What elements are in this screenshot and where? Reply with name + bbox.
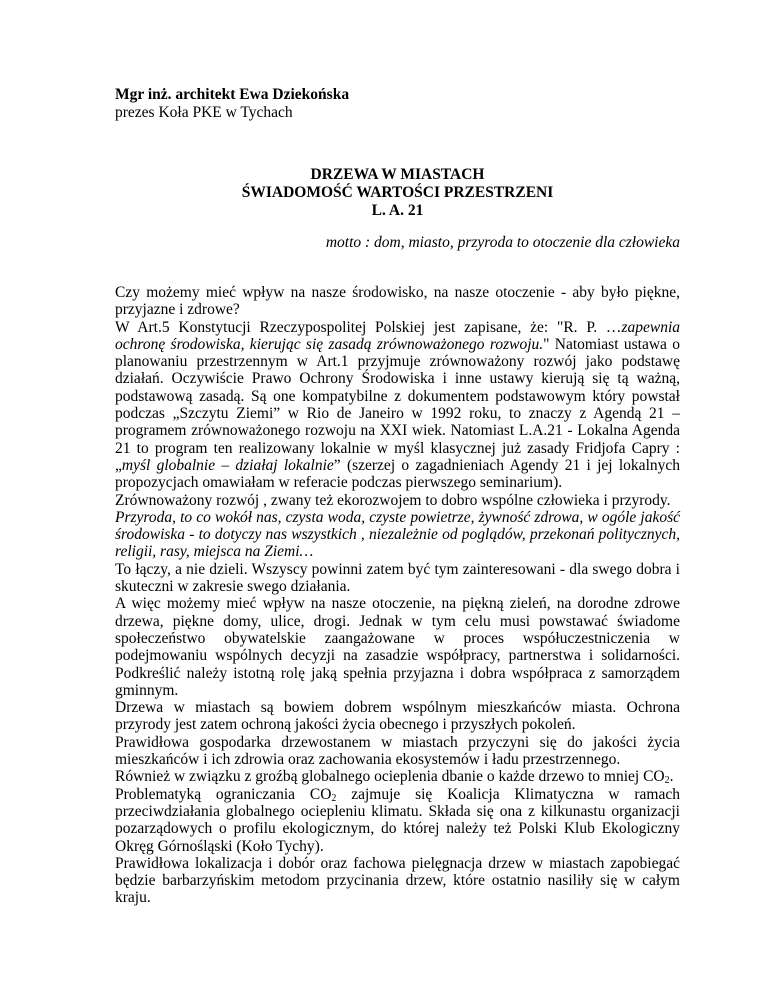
paragraph: Problematyką ograniczania $CO_2$ zajmuje się Koalicja Klimatyczna w ramach przeciwdziałania globalnego ociepleniu klimatu. Składa się ona z kilkunastu organizacji pozarządowych o profilu ekologicznym, do której należy też Polski Klub Ekologiczny Okręg Górnośląski (Koło Tychy). <box>115 785 680 855</box>
author-name: Mgr inż. architekt Ewa Dziekońska <box>115 86 350 103</box>
paragraph: To łączy, a nie dzieli. Wszyscy powinni zatem być tym zainteresowani - dla swego dobra i skuteczni w zakresie swego działania. <box>115 560 680 596</box>
body-text <box>115 284 680 907</box>
paragraph: W Art.5 Konstytucji Rzeczypospolitej Polskiej jest zapisane, że: "R. P. …zapewnia ochronę środowiska, kierując się zasadą zrównoważonego rozwoju." Natomiast ustawa o planowaniu przestrzennym w Art.1 przyjmuje zrównoważony rozwój jako podstawę działań. Oczywiście Prawo Ochrony Środowiska i inne ustawy kierują się tą ważną, podstawową zasadą. Są one kompatybilne z dokumentem podstawowym który powstał podczas „Szczytu Ziemi” w Rio de Janeiro w 1992 roku, to znaczy z Agendą 21 – programem zrównoważonego rozwoju na XXI wiek. Natomiast L.A.21 - Lokalna Agenda 21 to program ten realizowany lokalnie w myśl klasycznej już zasady Fridjofa Capry : „myśl globalnie – działaj lokalnie” (szerzej o zagadnieniach Agendy 21 i jej lokalnych propozycjach omawiałam w referacie podczas pierwszego seminarium). <box>115 318 681 492</box>
paragraph: Czy możemy mieć wpływ na nasze środowisko, na nasze otoczenie - aby było piękne, przyjazne i zdrowe? <box>115 284 680 319</box>
title-line-3: L. A. 21 <box>371 202 424 219</box>
document-title <box>115 166 680 220</box>
paragraph: Drzewa w miastach są bowiem dobrem wspólnym mieszkańców miasta. Ochrona przyrody jest zatem ochroną jakości życia obecnego i przyszłych pokoleń. <box>115 699 680 734</box>
paragraph: Przyroda, to co wokół nas, czysta woda, czyste powietrze, żywność zdrowa, w ogóle jakość środowiska - to dotyczy nas wszystkich , niezależnie od poglądów, przekonań politycznych, religii, rasy, miejsca na Ziemi… <box>115 508 680 561</box>
paragraph: Prawidłowa gospodarka drzewostanem w miastach przyczyni się do jakości życia mieszkańców i ich zdrowia oraz zachowania ekosystemów i ładu przestrzennego. <box>115 733 680 769</box>
title-line-2: ŚWIADOMOŚĆ WARTOŚCI PRZESTRZENI <box>241 184 554 201</box>
paragraph: Prawidłowa lokalizacja i dobór oraz fachowa pielęgnacja drzew w miastach zapobiegać będzie barbarzyńskim metodom przycinania drzew, które ostatnio nasiliły się w całym kraju. <box>115 854 680 907</box>
paragraph: Również w związku z groźbą globalnego ocieplenia dbanie o każde drzewo to mniej $CO_2$. <box>115 768 674 787</box>
title-line-1: DRZEWA W MIASTACH <box>310 166 485 183</box>
author-role: prezes Koła PKE w Tychach <box>115 104 293 121</box>
author-block <box>115 86 349 122</box>
paragraph: A więc możemy mieć wpływ na nasze otoczenie, na piękną zieleń, na dorodne zdrowe drzewa, piękne domy, ulice, drogi. Jednak w tym celu musi powstawać świadome społeczeństwo obywatelskie zaangażowane w proces współuczestniczenia w podejmowaniu wspólnych decyzji na zasadzie współpracy, partnerstwa i solidarności. Podkreślić należy istotną rolę jaką spełnia przyjazna i dobra współpraca z samorządem gminnym. <box>115 595 680 699</box>
motto: motto : dom, miasto, przyroda to otoczenie dla człowieka <box>325 234 680 251</box>
paragraph: Zrównoważony rozwój , zwany też ekorozwojem to dobro wspólne człowieka i przyrody. <box>115 491 671 509</box>
